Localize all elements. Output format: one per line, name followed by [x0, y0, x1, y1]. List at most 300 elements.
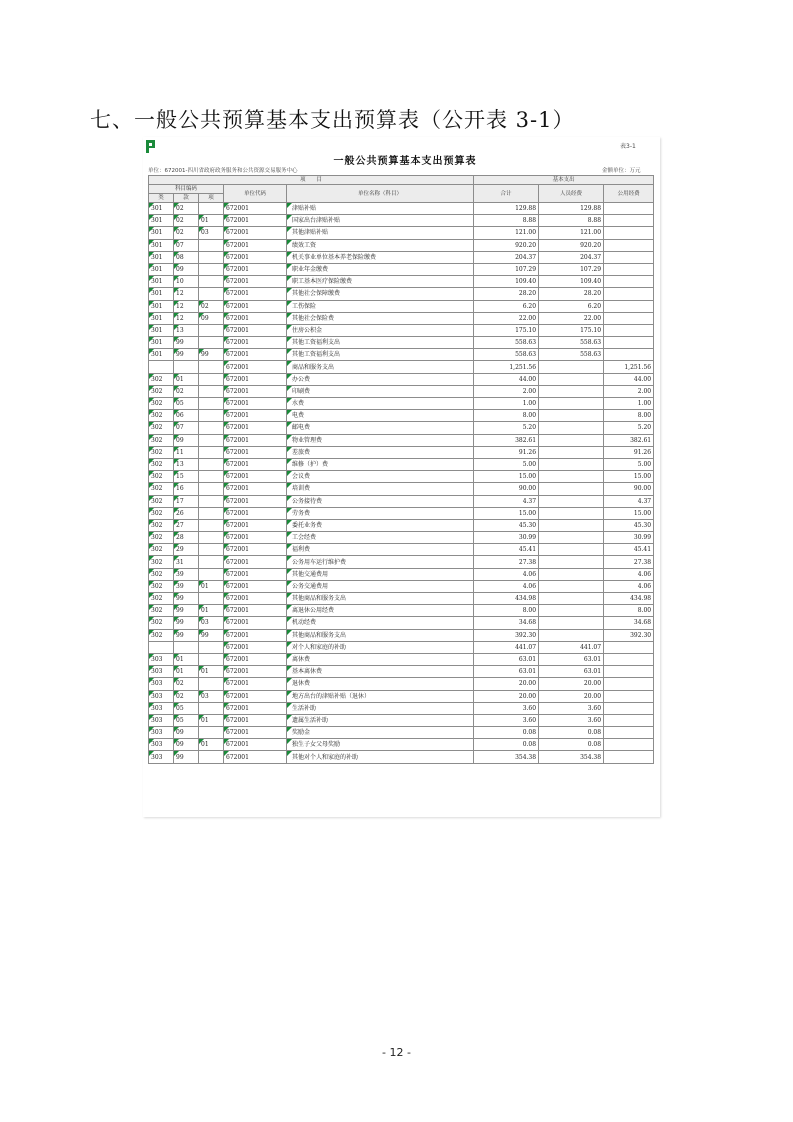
personnel-amount-cell: 441.07 [539, 641, 604, 653]
item-code-cell: 12 [174, 312, 199, 324]
class-code-cell: 302 [149, 519, 174, 531]
public-amount-cell [604, 666, 654, 678]
total-amount-cell: 558.63 [474, 349, 539, 361]
personnel-amount-cell: 175.10 [539, 324, 604, 336]
personnel-amount-cell [539, 446, 604, 458]
table-row [149, 678, 654, 690]
unit-code-cell: 672001 [224, 556, 287, 568]
sub-code-cell [199, 422, 224, 434]
item-code-cell: 26 [174, 507, 199, 519]
public-amount-cell [604, 337, 654, 349]
subject-name-cell: 其他商品和服务支出 [287, 593, 474, 605]
personnel-amount-cell: 6.20 [539, 300, 604, 312]
class-code-cell: 301 [149, 215, 174, 227]
class-code-cell: 301 [149, 300, 174, 312]
unit-code-cell: 672001 [224, 532, 287, 544]
sub-code-cell: 01 [199, 580, 224, 592]
class-code-cell: 303 [149, 714, 174, 726]
class-code-cell: 303 [149, 727, 174, 739]
total-amount-cell: 0.08 [474, 739, 539, 751]
class-code-cell: 302 [149, 507, 174, 519]
total-amount-cell: 63.01 [474, 666, 539, 678]
subject-name-cell: 退休费 [287, 678, 474, 690]
total-amount-cell: 30.99 [474, 532, 539, 544]
subject-name-cell: 会议费 [287, 471, 474, 483]
header-unit-name: 单位名称（科目） [287, 185, 474, 203]
personnel-amount-cell [539, 398, 604, 410]
public-amount-cell [604, 227, 654, 239]
subject-name-cell: 福利费 [287, 544, 474, 556]
total-amount-cell: 90.00 [474, 483, 539, 495]
item-code-cell: 05 [174, 398, 199, 410]
total-amount-cell: 175.10 [474, 324, 539, 336]
table-row [149, 702, 654, 714]
public-amount-cell [604, 251, 654, 263]
item-code-cell: 11 [174, 446, 199, 458]
personnel-amount-cell [539, 361, 604, 373]
table-number: 表3-1 [620, 143, 636, 150]
table-row [149, 276, 654, 288]
subject-name-cell: 公务接待费 [287, 495, 474, 507]
personnel-amount-cell [539, 471, 604, 483]
personnel-amount-cell: 0.08 [539, 739, 604, 751]
table-row [149, 739, 654, 751]
public-amount-cell: 45.30 [604, 519, 654, 531]
subject-name-cell: 住房公积金 [287, 324, 474, 336]
budget-table [148, 175, 654, 764]
personnel-amount-cell [539, 617, 604, 629]
sub-code-cell [199, 337, 224, 349]
class-code-cell: 302 [149, 605, 174, 617]
personnel-amount-cell [539, 385, 604, 397]
unit-code-cell: 672001 [224, 580, 287, 592]
personnel-amount-cell [539, 532, 604, 544]
personnel-amount-cell: 0.08 [539, 727, 604, 739]
sub-code-cell: 99 [199, 349, 224, 361]
class-code-cell: 303 [149, 702, 174, 714]
subject-name-cell: 奖励金 [287, 727, 474, 739]
item-code-cell: 08 [174, 251, 199, 263]
public-amount-cell [604, 239, 654, 251]
table-row [149, 507, 654, 519]
unit-code-cell: 672001 [224, 483, 287, 495]
subject-name-cell: 其他社会保险费 [287, 312, 474, 324]
total-amount-cell: 0.08 [474, 727, 539, 739]
item-code-cell: 13 [174, 324, 199, 336]
item-code-cell: 02 [174, 215, 199, 227]
subject-name-cell: 其他津贴补贴 [287, 227, 474, 239]
personnel-amount-cell: 354.38 [539, 751, 604, 763]
subject-name-cell: 培训费 [287, 483, 474, 495]
item-code-cell: 99 [174, 349, 199, 361]
unit-code-cell: 672001 [224, 312, 287, 324]
item-code-cell: 09 [174, 739, 199, 751]
personnel-amount-cell: 3.60 [539, 702, 604, 714]
header-class: 类 [149, 194, 174, 203]
item-code-cell: 01 [174, 653, 199, 665]
class-code-cell: 301 [149, 324, 174, 336]
sub-code-cell [199, 751, 224, 763]
class-code-cell: 302 [149, 434, 174, 446]
total-amount-cell: 920.20 [474, 239, 539, 251]
total-amount-cell: 4.06 [474, 568, 539, 580]
unit-code-cell: 672001 [224, 251, 287, 263]
public-amount-cell [604, 678, 654, 690]
table-row [149, 641, 654, 653]
personnel-amount-cell: 920.20 [539, 239, 604, 251]
unit-code-cell: 672001 [224, 678, 287, 690]
item-code-cell: 01 [174, 373, 199, 385]
header-total: 合计 [474, 185, 539, 203]
class-code-cell: 302 [149, 544, 174, 556]
total-amount-cell: 28.20 [474, 288, 539, 300]
item-code-cell: 12 [174, 288, 199, 300]
table-row [149, 288, 654, 300]
subject-name-cell: 工伤保险 [287, 300, 474, 312]
unit-code-cell: 672001 [224, 300, 287, 312]
public-amount-cell [604, 312, 654, 324]
sub-code-cell [199, 471, 224, 483]
total-amount-cell: 20.00 [474, 678, 539, 690]
subject-name-cell: 工会经费 [287, 532, 474, 544]
public-amount-cell [604, 276, 654, 288]
sub-code-cell: 03 [199, 617, 224, 629]
item-code-cell: 02 [174, 203, 199, 215]
unit-code-cell: 672001 [224, 422, 287, 434]
unit-code-cell: 672001 [224, 385, 287, 397]
table-row [149, 324, 654, 336]
item-code-cell: 02 [174, 227, 199, 239]
sub-code-cell: 09 [199, 312, 224, 324]
total-amount-cell: 121.00 [474, 227, 539, 239]
sub-code-cell [199, 385, 224, 397]
public-amount-cell [604, 727, 654, 739]
subject-name-cell: 对个人和家庭的补助 [287, 641, 474, 653]
item-code-cell: 10 [174, 276, 199, 288]
sub-code-cell [199, 702, 224, 714]
class-code-cell: 301 [149, 276, 174, 288]
personnel-amount-cell: 8.88 [539, 215, 604, 227]
sub-code-cell: 03 [199, 690, 224, 702]
public-amount-cell: 15.00 [604, 507, 654, 519]
total-amount-cell: 45.30 [474, 519, 539, 531]
sub-code-cell [199, 495, 224, 507]
public-amount-cell [604, 641, 654, 653]
table-row [149, 251, 654, 263]
total-amount-cell: 4.37 [474, 495, 539, 507]
unit-code-cell: 672001 [224, 605, 287, 617]
class-code-cell: 301 [149, 263, 174, 275]
public-amount-cell [604, 739, 654, 751]
unit-code-cell: 672001 [224, 739, 287, 751]
personnel-amount-cell [539, 495, 604, 507]
personnel-amount-cell [539, 410, 604, 422]
unit-code-cell: 672001 [224, 629, 287, 641]
sub-code-cell [199, 203, 224, 215]
total-amount-cell: 107.29 [474, 263, 539, 275]
total-amount-cell: 63.01 [474, 653, 539, 665]
total-amount-cell: 20.00 [474, 690, 539, 702]
personnel-amount-cell [539, 507, 604, 519]
class-code-cell: 302 [149, 532, 174, 544]
table-row [149, 751, 654, 763]
subject-name-cell: 维修（护）费 [287, 458, 474, 470]
total-amount-cell: 45.41 [474, 544, 539, 556]
unit-code-cell: 672001 [224, 727, 287, 739]
total-amount-cell: 34.68 [474, 617, 539, 629]
total-amount-cell: 354.38 [474, 751, 539, 763]
unit-code-cell: 672001 [224, 714, 287, 726]
personnel-amount-cell: 107.29 [539, 263, 604, 275]
class-code-cell: 301 [149, 203, 174, 215]
item-code-cell: 02 [174, 678, 199, 690]
unit-code-cell: 672001 [224, 458, 287, 470]
public-amount-cell [604, 324, 654, 336]
item-code-cell: 06 [174, 410, 199, 422]
subject-name-cell: 生活补助 [287, 702, 474, 714]
subject-name-cell: 绩效工资 [287, 239, 474, 251]
sub-code-cell: 03 [199, 227, 224, 239]
unit-code-cell: 672001 [224, 641, 287, 653]
table-row [149, 398, 654, 410]
item-code-cell: 12 [174, 300, 199, 312]
table-row [149, 580, 654, 592]
sub-code-cell [199, 410, 224, 422]
item-code-cell: 01 [174, 666, 199, 678]
personnel-amount-cell: 109.40 [539, 276, 604, 288]
table-title: 一般公共预算基本支出预算表 [333, 156, 477, 167]
item-code-cell [174, 361, 199, 373]
table-row [149, 263, 654, 275]
table-row [149, 203, 654, 215]
subject-name-cell: 公务用车运行维护费 [287, 556, 474, 568]
table-row [149, 666, 654, 678]
class-code-cell: 302 [149, 471, 174, 483]
sub-code-cell [199, 263, 224, 275]
subject-name-cell: 商品和服务支出 [287, 361, 474, 373]
subject-name-cell: 国家出台津贴补贴 [287, 215, 474, 227]
unit-code-cell: 672001 [224, 276, 287, 288]
public-amount-cell: 4.37 [604, 495, 654, 507]
personnel-amount-cell: 129.88 [539, 203, 604, 215]
sub-code-cell [199, 434, 224, 446]
public-amount-cell: 1,251.56 [604, 361, 654, 373]
unit-code-cell: 672001 [224, 495, 287, 507]
unit-code-cell: 672001 [224, 263, 287, 275]
personnel-amount-cell [539, 556, 604, 568]
public-amount-cell: 27.38 [604, 556, 654, 568]
unit-code-cell: 672001 [224, 702, 287, 714]
table-row [149, 300, 654, 312]
item-code-cell: 02 [174, 690, 199, 702]
sub-code-cell [199, 239, 224, 251]
table-row [149, 361, 654, 373]
subject-name-cell: 公务交通费用 [287, 580, 474, 592]
personnel-amount-cell: 63.01 [539, 653, 604, 665]
unit-code-cell: 672001 [224, 349, 287, 361]
item-code-cell: 15 [174, 471, 199, 483]
class-code-cell: 303 [149, 653, 174, 665]
sub-code-cell [199, 483, 224, 495]
subject-name-cell: 物业管理费 [287, 434, 474, 446]
sub-code-cell: 01 [199, 605, 224, 617]
personnel-amount-cell [539, 458, 604, 470]
total-amount-cell: 204.37 [474, 251, 539, 263]
unit-code-cell: 672001 [224, 617, 287, 629]
class-code-cell: 302 [149, 483, 174, 495]
total-amount-cell: 5.20 [474, 422, 539, 434]
subject-name-cell: 地方出台的津贴补贴（退休） [287, 690, 474, 702]
public-amount-cell: 34.68 [604, 617, 654, 629]
personnel-amount-cell: 20.00 [539, 690, 604, 702]
subject-name-cell: 独生子女父母奖励 [287, 739, 474, 751]
total-amount-cell: 15.00 [474, 507, 539, 519]
public-amount-cell: 8.00 [604, 605, 654, 617]
unit-code-cell: 672001 [224, 690, 287, 702]
class-code-cell: 301 [149, 227, 174, 239]
public-amount-cell [604, 751, 654, 763]
table-row [149, 690, 654, 702]
header-basic-expenditure: 基本支出 [474, 176, 654, 185]
public-amount-cell [604, 690, 654, 702]
item-code-cell: 13 [174, 458, 199, 470]
total-amount-cell: 3.60 [474, 702, 539, 714]
class-code-cell: 302 [149, 385, 174, 397]
item-code-cell: 99 [174, 617, 199, 629]
header-public: 公用经费 [604, 185, 654, 203]
table-row [149, 227, 654, 239]
public-amount-cell: 5.20 [604, 422, 654, 434]
public-amount-cell: 8.00 [604, 410, 654, 422]
public-amount-cell: 434.98 [604, 593, 654, 605]
personnel-amount-cell [539, 605, 604, 617]
personnel-amount-cell [539, 422, 604, 434]
personnel-amount-cell: 558.63 [539, 349, 604, 361]
unit-code-cell: 672001 [224, 519, 287, 531]
public-amount-cell: 45.41 [604, 544, 654, 556]
subject-name-cell: 机动经费 [287, 617, 474, 629]
sub-code-cell [199, 544, 224, 556]
class-code-cell [149, 641, 174, 653]
header-personnel: 人员经费 [539, 185, 604, 203]
sub-code-cell [199, 324, 224, 336]
class-code-cell: 303 [149, 739, 174, 751]
total-amount-cell: 44.00 [474, 373, 539, 385]
header-item: 款 [174, 194, 199, 203]
table-row [149, 312, 654, 324]
sub-code-cell [199, 446, 224, 458]
total-amount-cell: 22.00 [474, 312, 539, 324]
personnel-amount-cell [539, 483, 604, 495]
table-row [149, 629, 654, 641]
table-row [149, 471, 654, 483]
table-row [149, 544, 654, 556]
personnel-amount-cell: 558.63 [539, 337, 604, 349]
subject-name-cell: 离休费 [287, 653, 474, 665]
personnel-amount-cell [539, 568, 604, 580]
table-row [149, 727, 654, 739]
class-code-cell: 302 [149, 422, 174, 434]
class-code-cell: 302 [149, 410, 174, 422]
table-row [149, 337, 654, 349]
subject-name-cell: 水费 [287, 398, 474, 410]
total-amount-cell: 8.88 [474, 215, 539, 227]
public-amount-cell: 4.06 [604, 568, 654, 580]
item-code-cell: 99 [174, 629, 199, 641]
class-code-cell: 302 [149, 593, 174, 605]
public-amount-cell: 15.00 [604, 471, 654, 483]
unit-code-cell: 672001 [224, 568, 287, 580]
class-code-cell: 302 [149, 629, 174, 641]
class-code-cell [149, 361, 174, 373]
public-amount-cell: 91.26 [604, 446, 654, 458]
table-row [149, 410, 654, 422]
sub-code-cell: 01 [199, 714, 224, 726]
personnel-amount-cell: 28.20 [539, 288, 604, 300]
subject-name-cell: 其他交通费用 [287, 568, 474, 580]
sub-code-cell [199, 568, 224, 580]
unit-code-cell: 672001 [224, 544, 287, 556]
class-code-cell: 302 [149, 458, 174, 470]
subject-name-cell: 津贴补贴 [287, 203, 474, 215]
unit-code-cell: 672001 [224, 215, 287, 227]
public-amount-cell: 1.00 [604, 398, 654, 410]
class-code-cell: 302 [149, 556, 174, 568]
personnel-amount-cell: 3.60 [539, 714, 604, 726]
unit-code-cell: 672001 [224, 666, 287, 678]
sub-code-cell [199, 593, 224, 605]
public-amount-cell: 5.00 [604, 458, 654, 470]
subject-name-cell: 其他工资福利支出 [287, 337, 474, 349]
personnel-amount-cell: 121.00 [539, 227, 604, 239]
subject-name-cell: 离退休公用经费 [287, 605, 474, 617]
unit-code-cell: 672001 [224, 471, 287, 483]
class-code-cell: 302 [149, 617, 174, 629]
item-code-cell: 09 [174, 727, 199, 739]
public-amount-cell: 392.30 [604, 629, 654, 641]
table-row [149, 519, 654, 531]
personnel-amount-cell [539, 593, 604, 605]
total-amount-cell: 392.30 [474, 629, 539, 641]
sub-code-cell [199, 678, 224, 690]
total-amount-cell: 4.06 [474, 580, 539, 592]
item-code-cell: 39 [174, 580, 199, 592]
sub-code-cell: 01 [199, 739, 224, 751]
table-row [149, 653, 654, 665]
header-subject-code: 科目编码 [149, 185, 224, 194]
item-code-cell: 05 [174, 714, 199, 726]
subject-name-cell: 委托业务费 [287, 519, 474, 531]
item-code-cell: 05 [174, 702, 199, 714]
subject-name-cell: 其他社会保障缴费 [287, 288, 474, 300]
subject-name-cell: 差旅费 [287, 446, 474, 458]
total-amount-cell: 15.00 [474, 471, 539, 483]
unit-code-cell: 672001 [224, 434, 287, 446]
subject-name-cell: 邮电费 [287, 422, 474, 434]
unit-code-cell: 672001 [224, 361, 287, 373]
table-row [149, 446, 654, 458]
total-amount-cell: 2.00 [474, 385, 539, 397]
unit-code-cell: 672001 [224, 203, 287, 215]
sub-code-cell [199, 373, 224, 385]
personnel-amount-cell [539, 434, 604, 446]
total-amount-cell: 8.00 [474, 605, 539, 617]
public-amount-cell [604, 653, 654, 665]
item-code-cell: 39 [174, 568, 199, 580]
item-code-cell: 99 [174, 751, 199, 763]
public-amount-cell: 30.99 [604, 532, 654, 544]
class-code-cell: 302 [149, 446, 174, 458]
